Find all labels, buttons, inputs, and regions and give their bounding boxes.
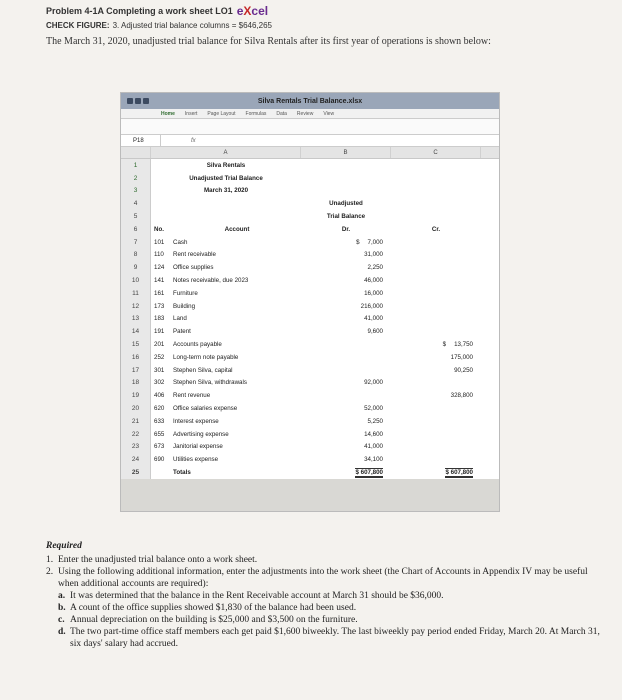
row-number: 13 (121, 313, 151, 326)
account-number: 673 (154, 443, 165, 451)
row-number: 10 (121, 274, 151, 287)
excel-window (120, 92, 500, 512)
credit-amount: 175,000 (450, 353, 473, 361)
account-number: 110 (154, 251, 164, 259)
credit-amount: 328,800 (450, 392, 473, 400)
account-number: 101 (154, 238, 165, 246)
row-number: 11 (121, 287, 151, 300)
account-row[interactable] (121, 287, 500, 300)
column-header-c[interactable]: C (391, 147, 481, 158)
tab-view[interactable]: View (323, 110, 335, 117)
column-headers (121, 147, 500, 159)
tab-insert[interactable]: Insert (184, 110, 198, 117)
debit-amount: 14,600 (364, 430, 383, 438)
fx-icon[interactable]: fx (191, 137, 196, 144)
tab-page-layout[interactable]: Page Layout (207, 110, 236, 117)
row-3[interactable] (121, 185, 500, 198)
account-name: Accounts payable (173, 341, 222, 349)
debit-dollar: $ (356, 238, 360, 246)
problem-header (46, 4, 606, 48)
row-number: 24 (121, 453, 151, 466)
required-item-2: 2. Using the following additional information, enter the adjustments into the work sheet (the Chart of Accounts in Appendix IV may be useful when additional accounts are required): (46, 567, 588, 589)
account-name: Furniture (173, 289, 198, 297)
row-number: 2 (121, 172, 151, 185)
row-number: 5 (121, 210, 151, 223)
col-account-header: Account (224, 225, 250, 233)
debit-amount: 16,000 (364, 289, 383, 297)
column-header-b[interactable]: B (301, 147, 391, 158)
account-number: 301 (154, 366, 165, 374)
account-number: 655 (154, 430, 165, 438)
tab-data[interactable]: Data (276, 110, 287, 117)
tab-review[interactable]: Review (296, 110, 314, 117)
row-1[interactable] (121, 159, 500, 172)
row-number: 7 (121, 236, 151, 249)
debit-amount: 9,600 (367, 328, 383, 336)
row-number: 25 (121, 466, 151, 479)
debit-amount: 41,000 (364, 315, 383, 323)
account-number: 124 (154, 264, 165, 272)
account-name: Stephen Silva, withdrawals (173, 379, 247, 387)
spreadsheet-grid (121, 147, 500, 479)
debit-amount: 46,000 (364, 277, 383, 285)
debit-amount: 7,000 (367, 238, 383, 246)
account-number: 201 (154, 341, 165, 349)
account-number: 173 (154, 302, 165, 310)
ribbon-tabs (121, 109, 499, 119)
account-row[interactable] (121, 300, 500, 313)
row-number: 14 (121, 325, 151, 338)
adjustment-list (46, 590, 606, 650)
account-number: 620 (154, 405, 165, 413)
grid-rows (121, 159, 500, 479)
select-all-corner[interactable] (121, 147, 151, 158)
account-name: Office supplies (173, 264, 214, 272)
account-name: Building (173, 302, 196, 310)
account-name: Utilities expense (173, 456, 219, 464)
row-number: 8 (121, 249, 151, 262)
col-cr-header: Cr. (431, 225, 441, 233)
row-number: 21 (121, 415, 151, 428)
account-name: Patent (173, 328, 191, 336)
row-number: 15 (121, 338, 151, 351)
required-item-1: 1. Enter the unadjusted trial balance onto a work sheet. (46, 555, 258, 565)
row-2[interactable] (121, 172, 500, 185)
debit-amount: 5,250 (367, 417, 383, 425)
name-box[interactable]: P18 (121, 135, 161, 146)
account-row[interactable] (121, 377, 500, 390)
account-row[interactable] (121, 274, 500, 287)
row-6[interactable] (121, 223, 500, 236)
debit-amount: 31,000 (364, 251, 383, 259)
check-figure (46, 18, 606, 32)
col-no-header: No. (154, 225, 164, 233)
row-number: 3 (121, 185, 151, 198)
row-number: 19 (121, 389, 151, 402)
account-number: 161 (154, 289, 165, 297)
account-name: Rent receivable (173, 251, 216, 259)
credit-amount: 90,250 (454, 366, 473, 374)
total-credit: $ 607,800 (445, 468, 473, 476)
row-number: 18 (121, 377, 151, 390)
company-name: Silva Rentals (206, 161, 246, 169)
account-name: Rent revenue (173, 392, 211, 400)
intro-paragraph: The March 31, 2020, unadjusted trial balance for Silva Rentals after its first year of operations is shown below: (46, 36, 491, 47)
debit-amount: 41,000 (364, 443, 383, 451)
row-number: 1 (121, 159, 151, 172)
problem-title-line (46, 4, 606, 18)
col-dr-header: Dr. (341, 225, 351, 233)
account-row[interactable] (121, 415, 500, 428)
row-5[interactable] (121, 210, 500, 223)
account-number: 183 (154, 315, 165, 323)
problem-title: Problem 4-1A Completing a work sheet LO1 (46, 6, 233, 16)
row-number: 4 (121, 197, 151, 210)
account-name: Advertising expense (173, 430, 229, 438)
account-row[interactable] (121, 351, 500, 364)
trial-balance-header: Trial Balance (326, 213, 366, 221)
row-4[interactable] (121, 197, 500, 210)
debit-amount: 52,000 (364, 405, 383, 413)
check-figure-text: 3. Adjusted trial balance columns = $646,265 (112, 20, 273, 30)
adjustment-item: c. Annual depreciation on the building is $25,000 and $3,500 on the furniture. (58, 615, 358, 625)
adjustment-item: d. The two part-time office staff members each get paid $1,600 biweekly. The last biweekly pay period ended Friday, March 20. At March 31, six days' salary had accrued. (58, 627, 600, 649)
account-number: 690 (154, 456, 165, 464)
row-totals[interactable] (121, 466, 500, 479)
account-row[interactable] (121, 236, 500, 249)
account-name: Land (173, 315, 187, 323)
account-number: 191 (154, 328, 165, 336)
credit-dollar: $ (442, 341, 447, 349)
column-header-a[interactable]: A (151, 147, 301, 158)
check-figure-label: CHECK FIGURE: (46, 20, 110, 30)
account-row[interactable] (121, 325, 500, 338)
account-number: 302 (154, 379, 165, 387)
account-name: Notes receivable, due 2023 (173, 277, 249, 285)
row-number: 22 (121, 428, 151, 441)
tab-formulas[interactable]: Formulas (245, 110, 267, 117)
row-number: 20 (121, 402, 151, 415)
account-name: Stephen Silva, capital (173, 366, 233, 374)
account-row[interactable] (121, 453, 500, 466)
window-title: Silva Rentals Trial Balance.xlsx (257, 97, 363, 105)
account-row[interactable] (121, 389, 500, 402)
row-number: 6 (121, 223, 151, 236)
account-row[interactable] (121, 313, 500, 326)
required-section (46, 540, 606, 650)
account-number: 633 (154, 417, 165, 425)
totals-label: Totals (173, 469, 191, 477)
row-number: 16 (121, 351, 151, 364)
account-number: 406 (154, 392, 165, 400)
account-name: Office salaries expense (173, 405, 238, 413)
row-number: 9 (121, 261, 151, 274)
account-row[interactable] (121, 249, 500, 262)
adjustment-item: a. It was determined that the balance in the Rent Receivable account at March 31 should be $36,000. (58, 591, 444, 601)
account-row[interactable] (121, 338, 500, 351)
account-name: Interest expense (173, 417, 219, 425)
excel-logo: eXcel (236, 4, 269, 18)
credit-amount: 13,750 (454, 341, 473, 349)
account-row[interactable] (121, 428, 500, 441)
row-number: 17 (121, 364, 151, 377)
debit-amount: 92,000 (364, 379, 383, 387)
account-name: Long-term note payable (173, 353, 239, 361)
row-number: 23 (121, 441, 151, 454)
debit-amount: 216,000 (360, 302, 383, 310)
account-row[interactable] (121, 261, 500, 274)
ribbon-toolbar (121, 119, 499, 135)
excel-titlebar (121, 93, 499, 109)
account-name: Janitorial expense (173, 443, 223, 451)
formula-bar (121, 135, 499, 147)
tab-home[interactable]: Home (161, 110, 175, 117)
account-number: 141 (154, 277, 165, 285)
account-number: 252 (154, 353, 165, 361)
account-name: Cash (173, 238, 188, 246)
debit-amount: 2,250 (367, 264, 383, 272)
debit-amount: 34,100 (364, 456, 383, 464)
account-row[interactable] (121, 441, 500, 454)
adjustment-item: b. A count of the office supplies showed $1,830 of the balance had been used. (58, 603, 357, 613)
unadjusted-header: Unadjusted (329, 200, 363, 208)
report-date: March 31, 2020 (203, 187, 249, 195)
total-debit: $ 607,800 (355, 468, 383, 476)
account-row[interactable] (121, 402, 500, 415)
account-row[interactable] (121, 364, 500, 377)
row-number: 12 (121, 300, 151, 313)
required-heading: Required (46, 541, 82, 551)
report-name: Unadjusted Trial Balance (189, 174, 263, 182)
